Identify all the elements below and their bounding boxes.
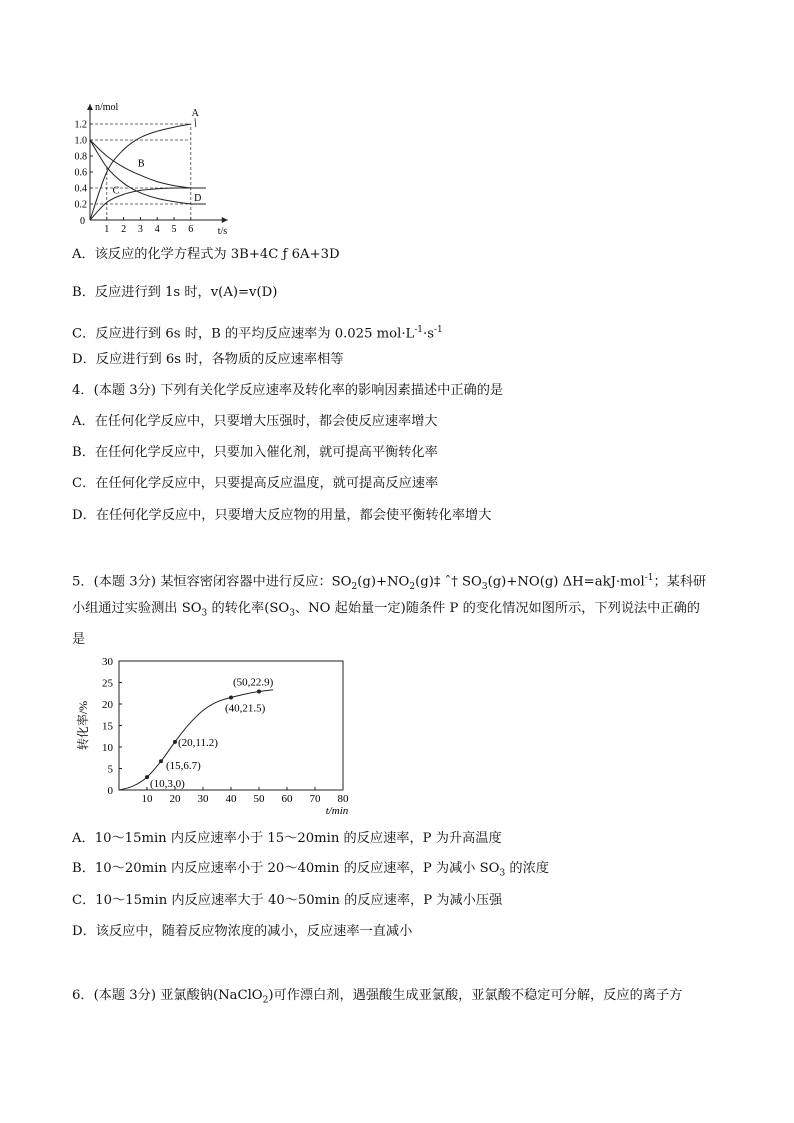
q4-option-d: D．在任何化学反应中，只要增大反应物的用量，都会使平衡转化率增大 xyxy=(72,508,492,523)
x-tick-label: 40 xyxy=(225,793,237,805)
data-point xyxy=(229,696,233,700)
q5-option-b: B．10～20min 内反应速率小于 20～40min 的反应速率，P 为减小 $SO_3$ 的浓度 xyxy=(72,861,549,879)
y-tick-label: 0.4 xyxy=(74,183,87,195)
q6-stem-line1: 6．(本题 3分) 亚氯酸钠(NaClO$_2$)可作漂白剂，遇强酸生成亚氯酸，亚氯酸不稳定可分解，反应的离子方 xyxy=(72,988,683,1006)
series-curve-a xyxy=(90,124,191,220)
x-tick-label: 70 xyxy=(309,793,321,805)
x-tick-label: 20 xyxy=(169,793,181,805)
conversion-rate-chart xyxy=(72,654,362,822)
y-axis-label: n/mol xyxy=(95,102,119,113)
y-tick-label: 5 xyxy=(107,763,113,776)
x-tick-label: 6 xyxy=(188,224,194,235)
data-point xyxy=(173,740,177,744)
q5-option-a: A．10～15min 内反应速率小于 15～20min 的反应速率，P 为升高温度 xyxy=(72,831,502,846)
y-tick-label: 0.6 xyxy=(74,167,87,179)
q5-stem-line1: 5．(本题 3分) 某恒容密闭容器中进行反应：$SO_2(g)+NO_2(g)\ddagger$ ˆ† $SO_3(g)+NO(g)$ ΔH=akJ·mol$^{-1}$；某科研 xyxy=(72,573,707,593)
x-tick-label: 60 xyxy=(281,793,293,805)
y-tick-label: 10 xyxy=(102,742,113,754)
x-axis-label: t/min xyxy=(325,805,349,817)
x-tick-label: 1 xyxy=(104,224,110,235)
x-tick-label: 50 xyxy=(253,793,265,805)
x-axis-arrow xyxy=(222,217,228,223)
y-tick-label: 20 xyxy=(102,699,113,711)
series-label-c: C xyxy=(112,185,120,197)
q3-option-c: C．反应进行到 6s 时，B 的平均反应速率为 0.025 $mol\cdot L^{-1}\cdot s^{-1}$ xyxy=(72,325,443,342)
data-point-label: (10,3.0) xyxy=(150,778,185,791)
x-tick-label: 10 xyxy=(141,793,153,805)
x-tick-label: 4 xyxy=(154,224,160,235)
data-point-label: (15,6.7) xyxy=(166,760,201,773)
q3-option-b: B．反应进行到 1s 时，v(A)=v(D) xyxy=(72,285,278,300)
q5-stem-line2: 小组通过实验测出 $SO_3$ 的转化率($SO_3$、NO 起始量一定)随条件 P 的变化情况如图所示，下列说法中正确的 xyxy=(72,601,700,619)
series-label-a: A xyxy=(191,108,199,119)
series-curve-d xyxy=(90,140,191,204)
y-tick-label: 25 xyxy=(102,677,113,690)
data-point-label: (20,11.2) xyxy=(178,736,218,749)
q3-option-d: D．反应进行到 6s 时，各物质的反应速率相等 xyxy=(72,352,344,367)
x-tick-label: 2 xyxy=(121,224,127,235)
origin-label: 0 xyxy=(80,216,85,227)
q3-option-a: A．该反应的化学方程式为 3B+4C ƒ 6A+3D xyxy=(72,247,340,262)
q4-option-b: B．在任何化学反应中，只要加入催化剂，就可提高平衡转化率 xyxy=(72,445,438,460)
y-tick-label: 15 xyxy=(102,720,113,733)
data-point-label: (40,21.5) xyxy=(225,702,266,715)
y-tick-label: 0 xyxy=(107,785,113,797)
x-tick-label: 80 xyxy=(337,793,349,805)
y-axis-arrow xyxy=(87,104,93,110)
q4-option-a: A．在任何化学反应中，只要增大压强时，都会使反应速率增大 xyxy=(72,414,438,429)
y-tick-label: 1.0 xyxy=(74,135,87,147)
data-point-label: (50,22.9) xyxy=(233,676,274,689)
y-tick-label: 0.8 xyxy=(74,151,87,163)
y-tick-label: 30 xyxy=(102,656,113,668)
mole-vs-time-chart xyxy=(60,96,260,236)
y-axis-label: 转化率/% xyxy=(76,700,90,751)
data-point xyxy=(257,690,261,694)
x-tick-label: 3 xyxy=(137,224,143,235)
y-tick-label: 1.2 xyxy=(74,119,87,131)
q4-option-c: C．在任何化学反应中，只要提高反应温度，就可提高反应速率 xyxy=(72,476,439,491)
series-a-leader xyxy=(195,118,196,127)
q5-option-c: C．10～15min 内反应速率大于 40～50min 的反应速率，P 为减小压强 xyxy=(72,893,503,908)
series-label-d: D xyxy=(194,192,202,204)
q4-stem: 4．(本题 3分) 下列有关化学反应速率及转化率的影响因素描述中正确的是 xyxy=(72,383,504,398)
y-tick-label: 0.2 xyxy=(74,199,87,211)
data-point xyxy=(159,759,163,763)
data-point xyxy=(145,775,149,779)
x-tick-label: 5 xyxy=(171,224,177,235)
q5-option-d: D．该反应中，随着反应物浓度的减小，反应速率一直减小 xyxy=(72,924,413,939)
q5-stem-line3: 是 xyxy=(72,632,86,647)
x-axis-label: t/s xyxy=(217,226,228,236)
series-label-b: B xyxy=(137,158,145,170)
x-tick-label: 30 xyxy=(197,793,209,805)
